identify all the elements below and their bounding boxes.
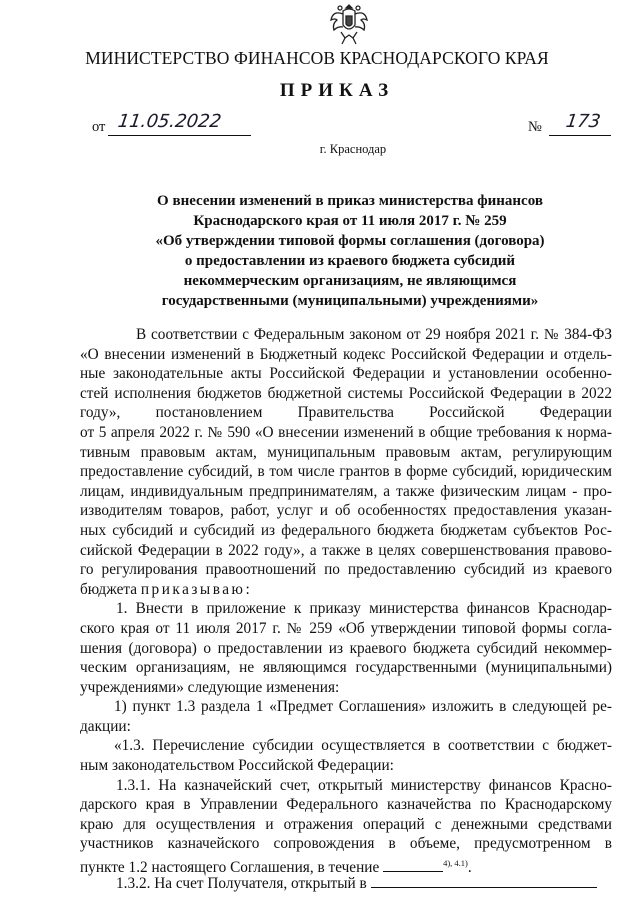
order-number: 173 bbox=[564, 111, 602, 132]
heading-line: «Об утверждении типовой формы соглашения (договора) bbox=[155, 233, 545, 249]
body-line: участников казначейского сопровождения в объеме, предусмотренном в bbox=[80, 835, 612, 853]
heading-line: некоммерческим организациям, не являющимся bbox=[183, 273, 517, 289]
body-line: 1) пункт 1.3 раздела 1 «Предмет Соглашения» изложить в следующей ре- bbox=[114, 698, 612, 716]
blank-fill-line bbox=[383, 870, 443, 872]
order-body bbox=[80, 325, 612, 893]
body-line: дарского края в Управлении Федерального казначейства по Краснодарскому bbox=[80, 796, 612, 814]
date-underline bbox=[108, 135, 251, 136]
body-line: ского края от 11 июля 2017 г. № 259 «Об утверждении типовой формы согла- bbox=[80, 619, 612, 637]
heading-line: О внесении изменений в приказ министерства финансов bbox=[157, 193, 543, 209]
body-text-fragment: 1.3.2. На счет Получателя, открытый в bbox=[116, 874, 367, 892]
body-line: В соответствии с Федеральным законом от 29 ноября 2021 г. № 384-ФЗ bbox=[136, 326, 612, 343]
footnote-reference: 4), 4.1) bbox=[443, 858, 468, 869]
body-line: лицам, индивидуальным предпринимателям, а также физическим лицам - про- bbox=[80, 482, 612, 500]
body-line: от 5 апреля 2022 г. № 590 «О внесении изменений в общие требования к норма- bbox=[80, 423, 612, 441]
body-line: учреждениями» следующие изменения: bbox=[80, 678, 340, 696]
body-line bbox=[116, 874, 612, 894]
body-line: шения (договора) о предоставлении из краевого бюджета субсидий некоммер- bbox=[80, 639, 612, 657]
order-heading bbox=[100, 191, 600, 311]
body-line: предоставление субсидий, в том числе грантов в форме субсидий, юридическим bbox=[80, 463, 612, 481]
blank-fill-line bbox=[371, 886, 597, 888]
body-text-fragment: бюджета bbox=[80, 580, 138, 598]
coat-of-arms-emblem bbox=[329, 2, 369, 46]
body-line: 1.3.1. На казначейский счет, открытый министерству финансов Красно- bbox=[116, 776, 612, 794]
order-date: 11.05.2022 bbox=[116, 111, 223, 132]
body-line: краю для осуществления и отражения операций с денежными средствами bbox=[80, 815, 612, 833]
body-line bbox=[80, 580, 612, 600]
body-line: «О внесении изменений в Бюджетный кодекс Российской Федерации и отдель- bbox=[80, 345, 612, 363]
body-line: сийской Федерации в 2022 году», а также в целях совершенствования правово- bbox=[80, 541, 612, 559]
body-line: ные законодательные акты Российской Федерации и установлении особенно- bbox=[80, 365, 612, 383]
heading-line: Краснодарского края от 11 июля 2017 г. № 259 bbox=[193, 213, 507, 229]
number-underline bbox=[549, 135, 611, 136]
city-label: г. Краснодар bbox=[319, 142, 387, 156]
body-line: изводителям товаров, работ, услуг и об особенностях предоставления указан- bbox=[80, 502, 612, 520]
body-line: «1.3. Перечисление субсидии осуществляется в соответствии с бюджет- bbox=[114, 737, 612, 755]
body-text-fragment: пункте 1.2 настоящего Соглашения, в течение bbox=[80, 859, 380, 877]
body-line: стей исполнения бюджетов бюджетной системы Российской Федерации в 2022 bbox=[80, 384, 612, 402]
body-line: ческим организациям, не являющимся государственными (муниципальными) bbox=[80, 659, 612, 677]
order-directive: приказываю: bbox=[140, 580, 253, 598]
heading-line: государственными (муниципальными) учреждениями» bbox=[161, 293, 539, 309]
number-prefix: № bbox=[528, 119, 542, 135]
order-title: ПРИКАЗ bbox=[279, 80, 395, 101]
date-prefix: от bbox=[92, 119, 106, 135]
body-line: году», постановлением Правительства Российской Федерации bbox=[80, 404, 612, 422]
body-line: дакции: bbox=[80, 717, 131, 735]
body-line: тивным правовым актам, муниципальным правовым актам, регулирующим bbox=[80, 443, 612, 461]
body-text-fragment: . bbox=[467, 859, 472, 877]
body-line: ным законодательством Российской Федерации: bbox=[80, 757, 394, 775]
body-line: го регулирования правоотношений по предоставлению субсидий из краевого bbox=[80, 561, 612, 579]
body-line bbox=[80, 854, 612, 877]
ministry-name: МИНИСТЕРСТВО ФИНАНСОВ КРАСНОДАРСКОГО КРАЯ bbox=[85, 48, 549, 68]
body-line: ных субсидий и субсидий из федерального бюджета бюджетам субъектов Рос- bbox=[80, 521, 612, 539]
body-line: 1. Внести в приложение к приказу министерства финансов Краснодар- bbox=[116, 600, 612, 618]
heading-line: о предоставлении из краевого бюджета субсидий bbox=[184, 253, 516, 269]
